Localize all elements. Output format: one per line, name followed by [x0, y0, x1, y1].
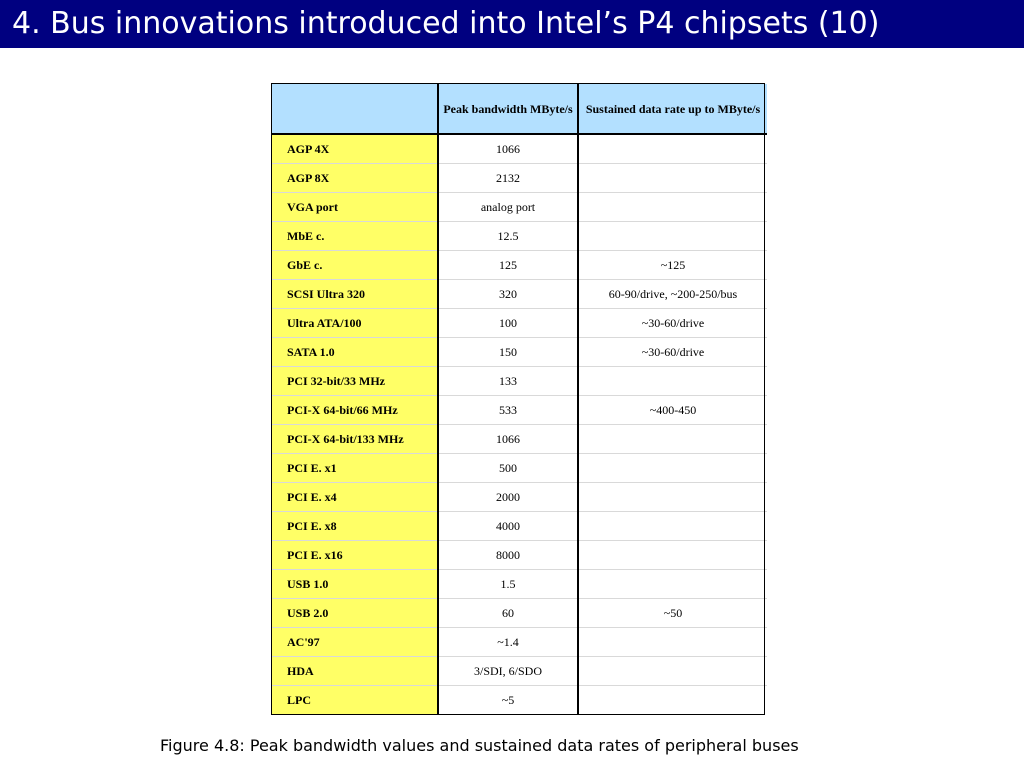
table-row — [272, 628, 767, 657]
table-row — [272, 309, 767, 338]
row-name-cell: GbE c. — [272, 251, 438, 280]
table-header-row — [272, 84, 767, 134]
row-name-cell: VGA port — [272, 193, 438, 222]
row-name-cell: LPC — [272, 686, 438, 715]
row-name-cell: PCI 32-bit/33 MHz — [272, 367, 438, 396]
row-sustained-cell — [578, 134, 767, 164]
row-peak-cell: 1.5 — [438, 570, 578, 599]
table-row — [272, 686, 767, 715]
row-sustained-cell — [578, 164, 767, 193]
table-row — [272, 483, 767, 512]
row-peak-cell: 60 — [438, 599, 578, 628]
row-peak-cell: 500 — [438, 454, 578, 483]
row-sustained-cell — [578, 193, 767, 222]
row-name-cell: SCSI Ultra 320 — [272, 280, 438, 309]
table-row — [272, 425, 767, 454]
row-sustained-cell: 60-90/drive, ~200-250/bus — [578, 280, 767, 309]
row-sustained-cell — [578, 367, 767, 396]
bus-bandwidth-table — [272, 84, 767, 714]
row-name-cell: USB 2.0 — [272, 599, 438, 628]
row-peak-cell: 125 — [438, 251, 578, 280]
row-name-cell: Ultra ATA/100 — [272, 309, 438, 338]
row-name-cell: MbE c. — [272, 222, 438, 251]
row-name-cell: PCI E. x4 — [272, 483, 438, 512]
row-name-cell: AGP 8X — [272, 164, 438, 193]
row-peak-cell: 100 — [438, 309, 578, 338]
row-name-cell: AGP 4X — [272, 134, 438, 164]
row-name-cell: PCI E. x8 — [272, 512, 438, 541]
row-sustained-cell — [578, 541, 767, 570]
table-row — [272, 134, 767, 164]
row-name-cell: HDA — [272, 657, 438, 686]
row-peak-cell: 150 — [438, 338, 578, 367]
header-cell-name — [272, 84, 438, 134]
row-name-cell: SATA 1.0 — [272, 338, 438, 367]
row-peak-cell: analog port — [438, 193, 578, 222]
table-row — [272, 251, 767, 280]
row-name-cell: PCI-X 64-bit/66 MHz — [272, 396, 438, 425]
table-row — [272, 454, 767, 483]
row-sustained-cell: ~30-60/drive — [578, 309, 767, 338]
table-row — [272, 222, 767, 251]
header-cell-sustained: Sustained data rate up to MByte/s — [578, 84, 767, 134]
row-peak-cell: 2000 — [438, 483, 578, 512]
table-row — [272, 570, 767, 599]
row-sustained-cell: ~30-60/drive — [578, 338, 767, 367]
header-cell-peak: Peak bandwidth MByte/s — [438, 84, 578, 134]
row-sustained-cell — [578, 222, 767, 251]
slide-title: 4. Bus innovations introduced into Intel’s P4 chipsets (10) — [0, 0, 1024, 48]
row-sustained-cell — [578, 512, 767, 541]
row-sustained-cell: ~125 — [578, 251, 767, 280]
row-name-cell: PCI E. x16 — [272, 541, 438, 570]
row-name-cell: PCI-X 64-bit/133 MHz — [272, 425, 438, 454]
table-row — [272, 657, 767, 686]
table-row — [272, 541, 767, 570]
row-peak-cell: 533 — [438, 396, 578, 425]
row-peak-cell: 12.5 — [438, 222, 578, 251]
row-sustained-cell — [578, 483, 767, 512]
row-sustained-cell — [578, 686, 767, 715]
table-row — [272, 512, 767, 541]
row-sustained-cell — [578, 570, 767, 599]
row-peak-cell: ~5 — [438, 686, 578, 715]
row-peak-cell: 1066 — [438, 425, 578, 454]
row-sustained-cell — [578, 657, 767, 686]
row-sustained-cell — [578, 628, 767, 657]
row-peak-cell: 320 — [438, 280, 578, 309]
row-sustained-cell — [578, 425, 767, 454]
table-body — [272, 134, 767, 714]
row-peak-cell: 4000 — [438, 512, 578, 541]
figure-caption: Figure 4.8: Peak bandwidth values and sustained data rates of peripheral buses — [160, 736, 799, 755]
row-name-cell: USB 1.0 — [272, 570, 438, 599]
table-row — [272, 367, 767, 396]
row-sustained-cell: ~400-450 — [578, 396, 767, 425]
row-peak-cell: 2132 — [438, 164, 578, 193]
row-peak-cell: ~1.4 — [438, 628, 578, 657]
row-peak-cell: 133 — [438, 367, 578, 396]
row-peak-cell: 1066 — [438, 134, 578, 164]
table-row — [272, 599, 767, 628]
table-row — [272, 338, 767, 367]
row-sustained-cell: ~50 — [578, 599, 767, 628]
row-sustained-cell — [578, 454, 767, 483]
table-row — [272, 193, 767, 222]
row-name-cell: AC'97 — [272, 628, 438, 657]
table-row — [272, 164, 767, 193]
row-name-cell: PCI E. x1 — [272, 454, 438, 483]
table-row — [272, 280, 767, 309]
table-row — [272, 396, 767, 425]
row-peak-cell: 3/SDI, 6/SDO — [438, 657, 578, 686]
row-peak-cell: 8000 — [438, 541, 578, 570]
